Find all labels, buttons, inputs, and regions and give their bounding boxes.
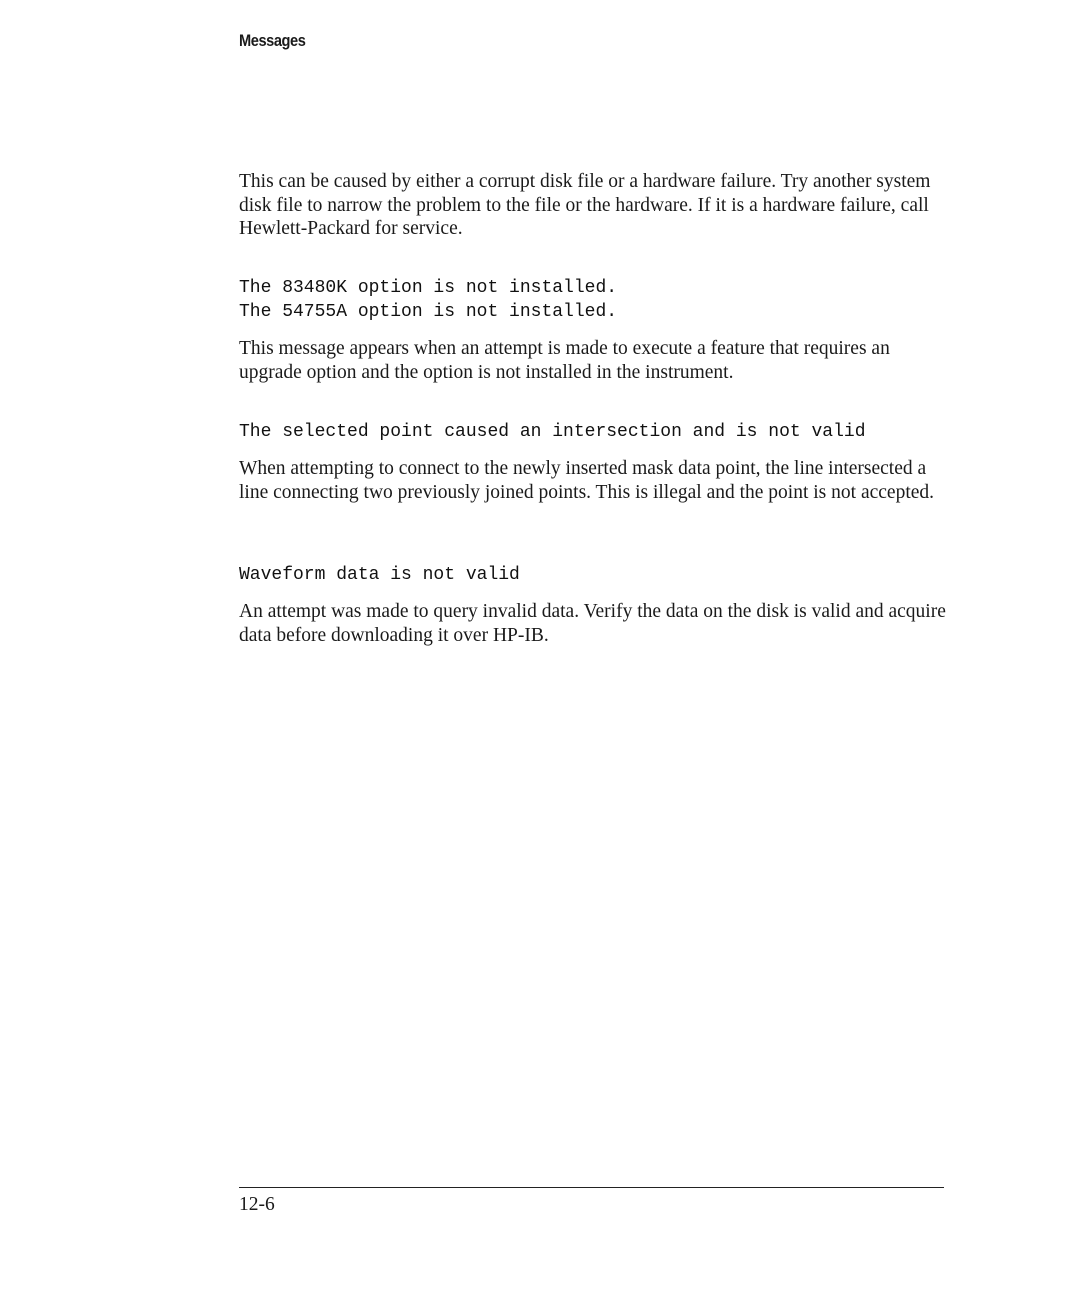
page-number: 12-6 xyxy=(239,1194,275,1215)
message-text: The 83480K option is not installed. xyxy=(239,278,618,298)
message-text: The selected point caused an intersection and is not valid xyxy=(239,422,866,442)
running-head: Messages xyxy=(239,31,306,50)
message-entry-option-not-installed xyxy=(239,276,949,324)
intro-section xyxy=(239,170,949,241)
description-paragraph: This message appears when an attempt is made to execute a feature that requires an upgrade option and the option is not installed in the instrument. xyxy=(239,338,890,383)
message-description xyxy=(239,600,949,647)
message-entry-waveform-invalid xyxy=(239,563,949,587)
message-text: The 54755A option is not installed. xyxy=(239,302,618,322)
message-description xyxy=(239,337,949,384)
description-paragraph: An attempt was made to query invalid data. Verify the data on the disk is valid and acquire data before downloading it over HP-IB. xyxy=(239,601,946,646)
message-text: Waveform data is not valid xyxy=(239,565,520,585)
intro-paragraph: This can be caused by either a corrupt disk file or a hardware failure. Try another system disk file to narrow the problem to the file or the hardware. If it is a hardware failure, call Hewlett-Packard for service. xyxy=(239,171,931,240)
description-paragraph: When attempting to connect to the newly inserted mask data point, the line intersected a line connecting two previously joined points. This is illegal and the point is not accepted. xyxy=(239,458,935,503)
message-entry-intersection xyxy=(239,420,949,444)
footer-rule xyxy=(239,1187,944,1188)
message-description xyxy=(239,457,949,504)
